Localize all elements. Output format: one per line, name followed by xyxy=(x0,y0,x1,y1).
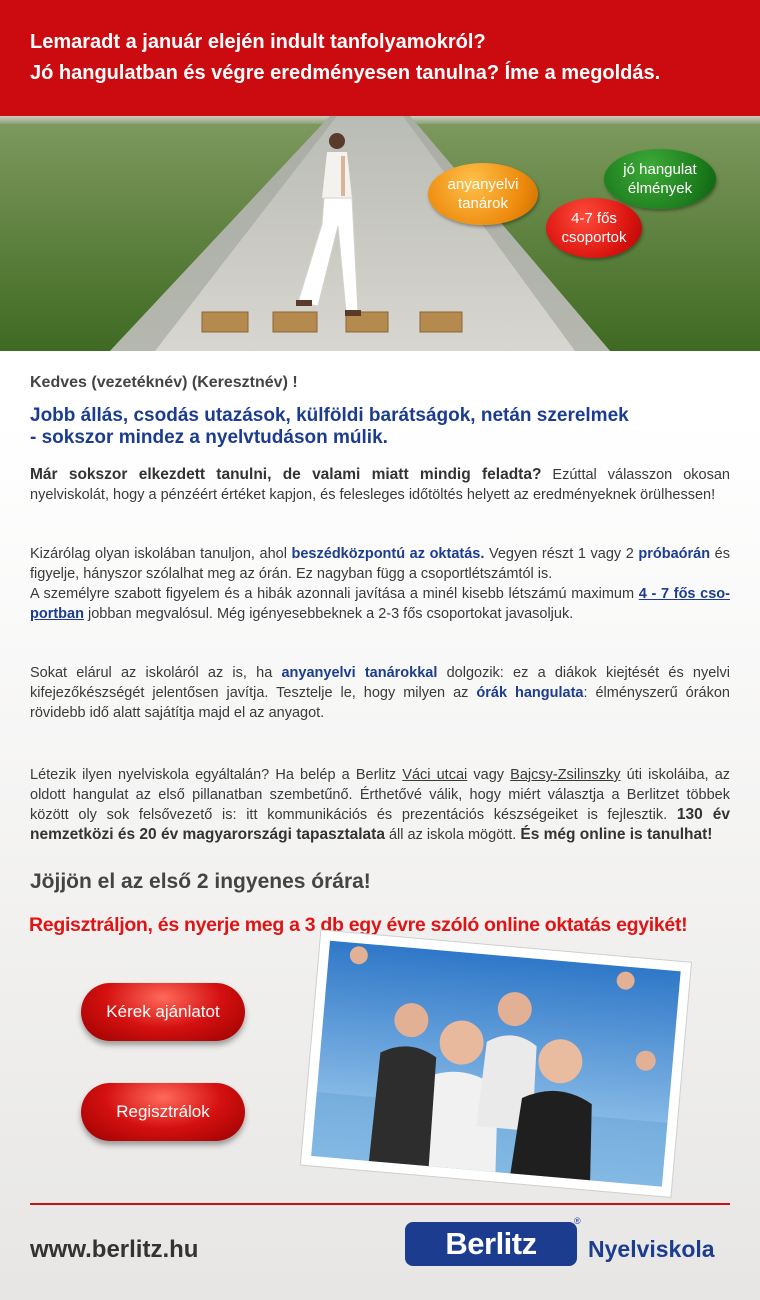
headline: Jobb állás, csodás utazások, külföldi barátságok, netán szerelmek - sokszor mindez a nyelvtudáson múlik. xyxy=(30,405,629,448)
header-line-1: Lemaradt a január elején indult tanfolyamokról? xyxy=(30,31,486,53)
paragraph-intro: Már sokszor elkezdett tanulni, de valami miatt mindig feladta? Ezúttal válasszon okosan nyelviskolát, hogy a pénzéért értéket kapjon, és felesleges időtöltés helyett az eredményeknek örülhessen! xyxy=(30,466,730,503)
link-lesson-mood[interactable]: órák hangulata xyxy=(476,685,584,701)
cta-free-lessons: Jöjjön el az első 2 ingyenes órára! xyxy=(30,870,371,893)
bubble-native-teachers: anyanyelvi tanárok xyxy=(428,163,538,225)
registered-mark: ® xyxy=(574,1216,581,1226)
link-speech-centered[interactable]: beszédközpontú az oktatás. xyxy=(291,546,485,562)
bubble-good-mood: jó hangulat élmények xyxy=(604,149,716,209)
footer-divider xyxy=(30,1203,730,1205)
link-native-teachers[interactable]: anyanyelvi tanárokkal xyxy=(281,665,438,681)
bubble-small-groups: 4-7 fős csoportok xyxy=(546,198,642,258)
website-link[interactable]: www.berlitz.hu xyxy=(30,1236,199,1263)
link-small-groups[interactable]: 4 - 7 fős cso-portban xyxy=(30,586,730,622)
request-offer-button[interactable]: Kérek ajánlatot xyxy=(81,983,245,1041)
logo-suffix: Nyelviskola xyxy=(588,1236,715,1262)
paragraph-groups: Kizárólag olyan iskolában tanuljon, ahol beszédközpontú az oktatás. Vegyen részt 1 vagy 2 próbaórán és figyelje, hányszor szólalhat meg az órán. Ez nagyban függ a csoportlétszámtól is. A személyre szabott figyelem és a hibák azonnali javítása a minél kisebb létszámú maximum 4 - 7 fős cso-portban jobban megvalósul. Még igényesebbeknek a 2-3 fős csoportokat javasoljuk. xyxy=(30,546,731,622)
happy-people-photo xyxy=(300,928,700,1198)
link-vaci-street[interactable]: Váci utcai xyxy=(402,767,468,783)
greeting: Kedves (vezetéknév) (Keresztnév) ! xyxy=(30,374,298,391)
berlitz-logo: Berlitz xyxy=(405,1222,577,1266)
cta-register-win: Regisztráljon, és nyerje meg a 3 db egy évre szóló online oktatás egyikét! xyxy=(29,914,688,936)
header-line-2: Jó hangulatban és végre eredményesen tanulna? Íme a megoldás. xyxy=(30,62,661,84)
paragraph-teachers: Sokat elárul az iskoláról az is, ha anyanyelvi tanárokkal dolgozik: ez a diákok kiejtését és nyelvi kifejezőkészségét jelentősen javítja. Tesztelje le, hogy milyen az órák hangulata: élményszerű órákon rövidebb idő alatt sajátítja majd el az anyagot. xyxy=(30,665,730,721)
header-banner xyxy=(0,0,760,116)
paragraph-school: Létezik ilyen nyelviskola egyáltalán? Ha belép a Berlitz Váci utcai vagy Bajcsy-Zsilinszky úti iskoláiba, az oldott hangulat az első pillanatban szembetűnő. Érthetővé válik, hogy miért választja a Berlitzet többek között oly sok felsővezető is: itt kommunikációs és prezentációs készségeiket is fejlesztik. 130 év nemzetközi és 20 év magyarországi tapasztalata áll az iskola mögött. És még online is tanulhat! xyxy=(30,767,731,843)
link-trial-lesson[interactable]: próbaórán xyxy=(638,546,711,562)
register-button[interactable]: Regisztrálok xyxy=(81,1083,245,1141)
hero-image xyxy=(0,116,760,351)
link-bajcsy-zsilinszky[interactable]: Bajcsy-Zsilinszky xyxy=(510,767,621,783)
